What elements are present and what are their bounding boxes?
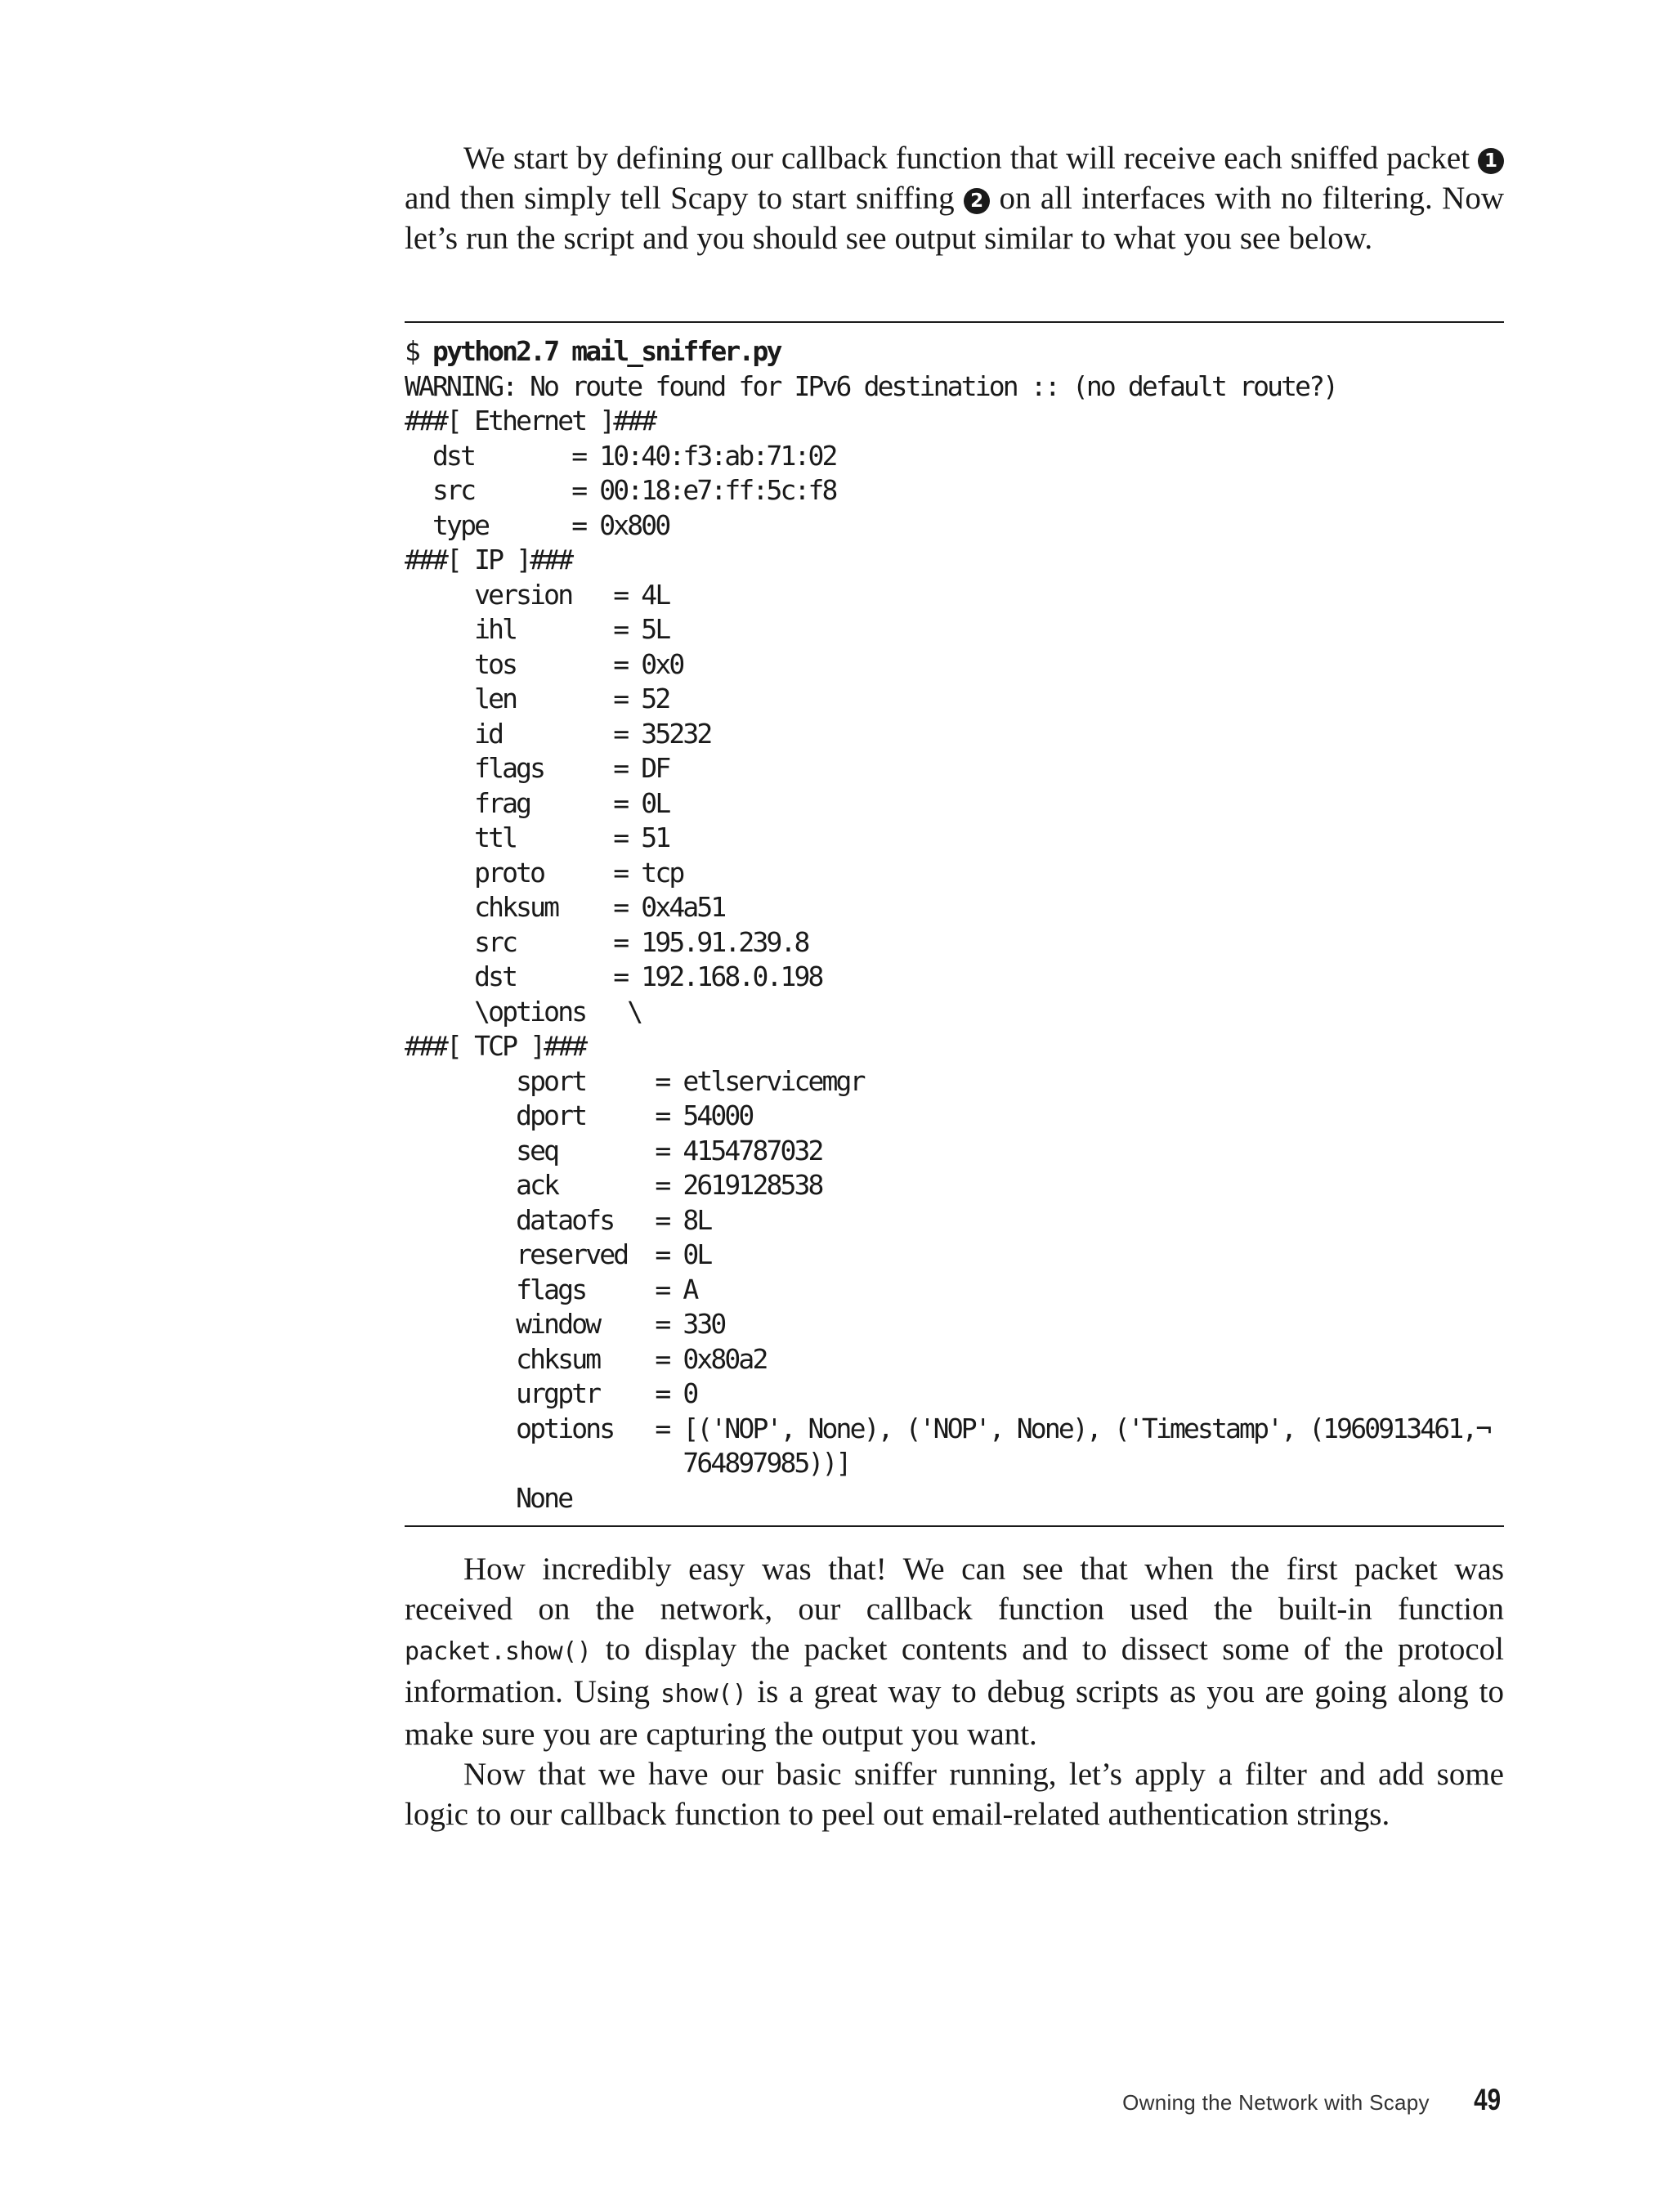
output-lines xyxy=(405,369,1504,1516)
page-number: 49 xyxy=(1473,2083,1501,2116)
output-line: ###[ IP ]### xyxy=(405,544,572,575)
command-line xyxy=(405,334,1504,369)
output-line: flags = DF xyxy=(405,752,669,784)
running-head: Owning the Network with Scapy xyxy=(1122,2090,1430,2115)
output-line: chksum = 0x80a2 xyxy=(405,1342,767,1375)
intro-paragraph xyxy=(405,138,1504,258)
output-line: id = 35232 xyxy=(405,717,711,750)
inline-code-packet-show: packet.show() xyxy=(405,1637,592,1666)
code-bottom-rule xyxy=(405,1525,1504,1527)
output-line: dst = 10:40:f3:ab:71:02 xyxy=(405,439,836,472)
output-line: dst = 192.168.0.198 xyxy=(405,960,822,992)
output-line: options = [('NOP', None), ('NOP', None), ('Timestamp', (1960913461,¬ xyxy=(405,1412,1490,1444)
output-line: frag = 0L xyxy=(405,786,669,819)
output-line: version = 4L xyxy=(405,578,669,611)
intro-paragraph-block xyxy=(405,138,1504,258)
callout-marker-1: 1 xyxy=(1478,148,1504,174)
intro-text-3: on all interfaces with no filtering. Now let’s run the script and you should see output similar to what you see below. xyxy=(405,181,1504,256)
output-line: ###[ TCP ]### xyxy=(405,1030,586,1062)
output-line: dport = 54000 xyxy=(405,1099,753,1131)
output-line: \options \ xyxy=(405,995,642,1028)
output-line: ack = 2619128538 xyxy=(405,1169,822,1201)
after-text-3: is a great way to debug scripts as you are going along to make sure you are capturing the output you want. xyxy=(405,1674,1504,1752)
output-line: sport = etlservicemgr xyxy=(405,1064,864,1097)
output-line: proto = tcp xyxy=(405,856,683,889)
output-line: ttl = 51 xyxy=(405,822,669,853)
output-line: type = 0x800 xyxy=(405,508,669,541)
output-line: tos = 0x0 xyxy=(405,647,683,680)
output-line: dataofs = 8L xyxy=(405,1203,711,1236)
output-line: ###[ Ethernet ]### xyxy=(405,405,656,437)
output-line: None xyxy=(405,1481,572,1514)
shell-prompt: $ xyxy=(405,335,433,367)
output-line: seq = 4154787032 xyxy=(405,1134,822,1166)
output-line: flags = A xyxy=(405,1273,697,1305)
code-top-rule xyxy=(405,321,1504,323)
after-paragraph-block xyxy=(405,1549,1504,1834)
intro-text-2: and then simply tell Scapy to start sniffing xyxy=(405,181,965,216)
after-paragraph-1 xyxy=(405,1549,1504,1754)
output-line: window = 330 xyxy=(405,1308,725,1340)
output-line: src = 195.91.239.8 xyxy=(405,925,808,958)
output-line: 764897985))] xyxy=(405,1447,850,1479)
output-line: len = 52 xyxy=(405,683,669,714)
page-footer xyxy=(1122,2083,1504,2117)
callout-marker-2: 2 xyxy=(964,188,990,214)
inline-code-show: show() xyxy=(660,1680,747,1708)
after-text-1: How incredibly easy was that! We can see that when the first packet was received on the network, our callback function used the built-in function xyxy=(405,1552,1504,1627)
after-paragraph-2: Now that we have our basic sniffer running, let’s apply a filter and add some logic to our callback function to peel out email-related authentication strings. xyxy=(405,1757,1504,1832)
output-line: chksum = 0x4a51 xyxy=(405,891,725,923)
terminal-output xyxy=(405,334,1504,1516)
output-line: src = 00:18:e7:ff:5c:f8 xyxy=(405,474,836,506)
output-line: WARNING: No route found for IPv6 destination :: (no default route?) xyxy=(405,369,1337,402)
output-line: urgptr = 0 xyxy=(405,1377,697,1409)
after-text-2: to display the packet contents and to dissect some of the protocol information. Using xyxy=(405,1632,1504,1709)
output-line: reserved = 0L xyxy=(405,1238,711,1270)
intro-text-1: We start by defining our callback function that will receive each sniffed packet xyxy=(463,141,1478,176)
output-line: ihl = 5L xyxy=(405,613,669,645)
shell-command: python2.7 mail_sniffer.py xyxy=(432,335,781,367)
